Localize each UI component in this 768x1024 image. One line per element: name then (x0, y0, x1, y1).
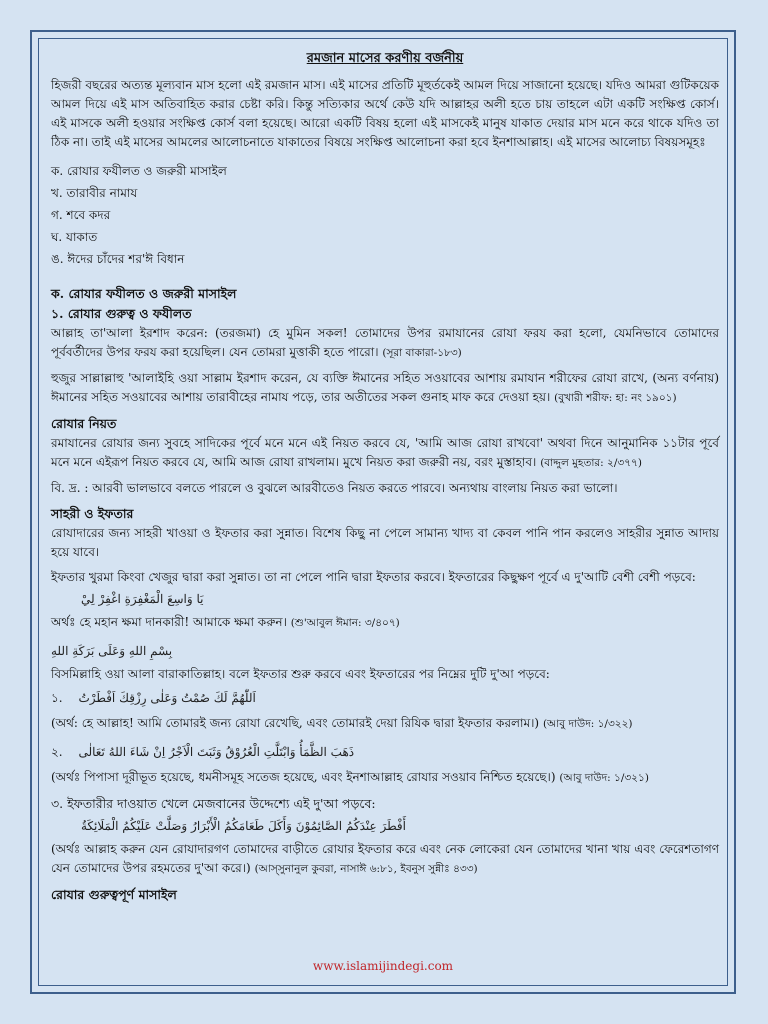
footer-website-link[interactable]: www.islamijindegi.com (312, 959, 454, 973)
arabic-bismillah: بِسْمِ اللهِ وَعَلَى بَرَكَةِ اللهِ (51, 644, 173, 658)
dua-meaning-text: অর্থঃ হে মহান ক্ষমা দানকারী! আমাকে ক্ষমা করুন। (51, 615, 287, 629)
dua-1-number: ১. (51, 691, 63, 705)
dua-1-reference: (আবু দাউদ: ১/৩২২) (542, 718, 633, 730)
topic-item: ঘ. যাকাত (51, 230, 98, 244)
sehri-paragraph: রোযাদারের জন্য সাহরী খাওয়া ও ইফতার করা সুন্নাত। বিশেষ কিছু না পেলে সামান্য খাদ্য বা কেবল পানি পান করলেও সাহরীর সুন্নাত আদায় হয়ে যাবে। (51, 526, 719, 559)
dua-3-heading: ৩. ইফতারীর দাওয়াত খেলে মেজবানের উদ্দেশ্যে এই দু'আ পড়বে: (51, 796, 376, 811)
intro-paragraph: হিজরী বছরের অত্যন্ত মূল্যবান মাস হলো এই রমজান মাস। এই মাসের প্রতিটি মূহুর্তকেই আমল দিয়ে সাজানো হয়েছে। যদিও আমরা গুটিকয়েক আমল দিয়ে এই মাস অতিবাহিত করার চেষ্টা করি। কিন্তু সত্যিকার অর্থে কেউ যদি আল্লাহর অলী হতে চায় তাহলে এটা একটি সংক্ষিপ্ত কোর্স। এই মাসকে অলী হওয়ার সংক্ষিপ্ত কোর্স বলা হয়েছে। আরো একটি বিষয় হলো এই মাসকেই মানুষ যাকাত দেয়ার মাস মনে করে থাকে যদিও তা ঠিক না। তাই এই মাসের আমলের আলোচনাতে যাকাতের বিষয়ে সংক্ষিপ্ত আলোচনা করা হবে ইনশাআল্লাহ। এই মাসের আলোচ্য বিষয়সমূহঃ (51, 78, 719, 149)
topic-item: ক. রোযার ফযীলত ও জরুরী মাসাইল (51, 164, 227, 178)
document-body (39, 39, 727, 905)
niyat-reference: (বাদ্দুল মুহতার: ২/৩৭৭) (540, 457, 642, 469)
dua-meaning-reference: (শু'আবুল ঈমান: ৩/৪০৭) (290, 617, 400, 629)
sehri-heading: সাহরী ও ইফতার (51, 506, 134, 521)
dua-2-reference: (আবু দাউদ: ১/৩২১) (559, 772, 649, 784)
arabic-dua-forgiveness: يَا وَاسِعَ الْمَغْفِرَةِ اغْفِرْ لِيْ (81, 592, 204, 606)
masail-heading: রোযার গুরুত্বপূর্ণ মাসাইল (51, 887, 177, 902)
dua-1-meaning (51, 714, 719, 734)
quran-text: আল্লাহ তা'আলা ইরশাদ করেন: (তরজমা) হে মুমিন সকল! তোমাদের উপর রমাযানের রোযা ফরয করা হলো, যেমনিভাবে তোমাদের পূর্ববর্তীদের উপর ফরয করা হয়েছিল। যেন তোমরা মুত্তাকী হতে পারো। (51, 326, 719, 359)
quran-paragraph (51, 324, 719, 363)
topic-item: খ. তারাবীর নামায (51, 186, 138, 200)
niyat-heading: রোযার নিয়ত (51, 416, 117, 431)
arabic-dua-host: أَفْطَرَ عِنْدَكُمُ الصَّائِمُوْنَ وَأَكَلَ طَعَامَكُمُ الْأَبْرَارُ وَصَلَّتْ عَلَيْكُمُ الْمَلَائِكَةُ (81, 819, 407, 833)
niyat-text: রমাযানের রোযার জন্য সুবহে সাদিকের পূর্বে মনে মনে এই নিয়ত করবে যে, 'আমি আজ রোযা রাখবো' অথবা দিনে আনুমানিক ১১টার পূর্বে মনে মনে এইরূপ নিয়ত করবে যে, আমি আজ রোযা রাখলাম। মুখে নিয়ত করা জরুরী নয়, বরং মুস্তাহাব। (51, 436, 719, 469)
dua-1-line (51, 686, 719, 712)
dua-3-reference: (আস্সুনানুল কুবরা, নাসাঈ ৬:৮১, ইবনুস সুন্নীঃ ৪৩৩) (254, 863, 478, 875)
dua-2-number: ২. (51, 745, 63, 759)
niyat-paragraph (51, 434, 719, 473)
page-frame (30, 30, 736, 994)
topic-item: ঙ. ঈদের চাঁদের শর'ঈ বিধান (51, 252, 185, 266)
page-title: রমজান মাসের করণীয় বর্জনীয় (306, 51, 464, 66)
hadith-text: হুজুর সাল্লাল্লাহু 'আলাইহি ওয়া সাল্লাম ইরশাদ করেন, যে ব্যক্তি ঈমানের সহিত সওয়াবের আশায় রমাযান শরীফের রোযা রাখে, (অন্য বর্ণনায়) ঈমানের সহিত সওয়াবের আশায় তারাবীহের নামায পড়ে, তার অতীতের সকল গুনাহ মাফ করে দেওয়া হয়। (51, 371, 719, 404)
topic-item: গ. শবে কদর (51, 208, 111, 222)
arabic-dua-iftar-1: اَللّٰهُمَّ لَكَ صُمْتُ وَعَلٰى رِزْقِكَ اَفْطَرْتُ (78, 691, 256, 705)
subsection-heading-importance: ১. রোযার গুরুত্ব ও ফযীলত (51, 306, 192, 321)
hadith-paragraph (51, 369, 719, 408)
note-paragraph: বি. দ্র. : আরবী ভালভাবে বলতে পারলে ও বুঝলে আরবীতেও নিয়ত করতে পারবে। অন্যথায় বাংলায় নিয়ত করা ভালো। (51, 481, 618, 495)
section-heading: ক. রোযার ফযীলত ও জরুরী মাসাইল (51, 286, 237, 301)
dua-meaning-paragraph (51, 613, 719, 633)
bismillah-paragraph: বিসমিল্লাহি ওয়া আলা বারাকাতিল্লাহ। বলে ইফতার শুরু করবে এবং ইফতারের পর নিম্নের দুটি দু'আ পড়বে: (51, 667, 550, 681)
hadith-reference: (বুখারী শরীফ: হা: নং ১৯০১) (554, 392, 677, 404)
iftar-paragraph: ইফতার খুরমা কিংবা খেজুর দ্বারা করা সুন্নাত। তা না পেলে পানি দ্বারা ইফতার করবে। ইফতারের কিছুক্ষণ পূর্বে এ দু'আটি বেশী বেশী পড়বে: (51, 570, 696, 584)
quran-reference: (সূরা বাকারা-১৮৩) (382, 347, 462, 359)
dua-1-meaning-text: (অর্থ: হে আল্লাহ! আমি তোমারই জন্য রোযা রেখেছি, এবং তোমারই দেয়া রিযিক দ্বারা ইফতার করলাম।) (51, 716, 540, 730)
topic-list (51, 160, 719, 270)
dua-2-line (51, 740, 719, 766)
dua-3-meaning-text: (অর্থঃ আল্লাহ করুন যেন রোযাদারগণ তোমাদের বাড়ীতে রোযার ইফতার করে এবং নেক লোকেরা যেন তোমাদের খানা খায় এবং ফেরেশতাগণ যেন তোমাদের উপর রহমতের দু'আ করে।) (51, 842, 719, 875)
dua-3-meaning (51, 840, 719, 879)
page-inner-border (38, 38, 728, 986)
dua-2-meaning (51, 768, 719, 788)
arabic-dua-iftar-2: ذَهَبَ الظَّمَأُ وَابْتَلَّتِ الْعُرُوْقُ وَثَبَتَ الْاَجْرُ اِنْ شَاءَ اللهُ تَعَالٰى (78, 745, 355, 759)
dua-2-meaning-text: (অর্থঃ পিপাসা দূরীভূত হয়েছে, ধমনীসমূহ সতেজ হয়েছে, এবং ইনশাআল্লাহ রোযার সওয়াব নিশ্চিত হয়েছে।) (51, 770, 556, 784)
